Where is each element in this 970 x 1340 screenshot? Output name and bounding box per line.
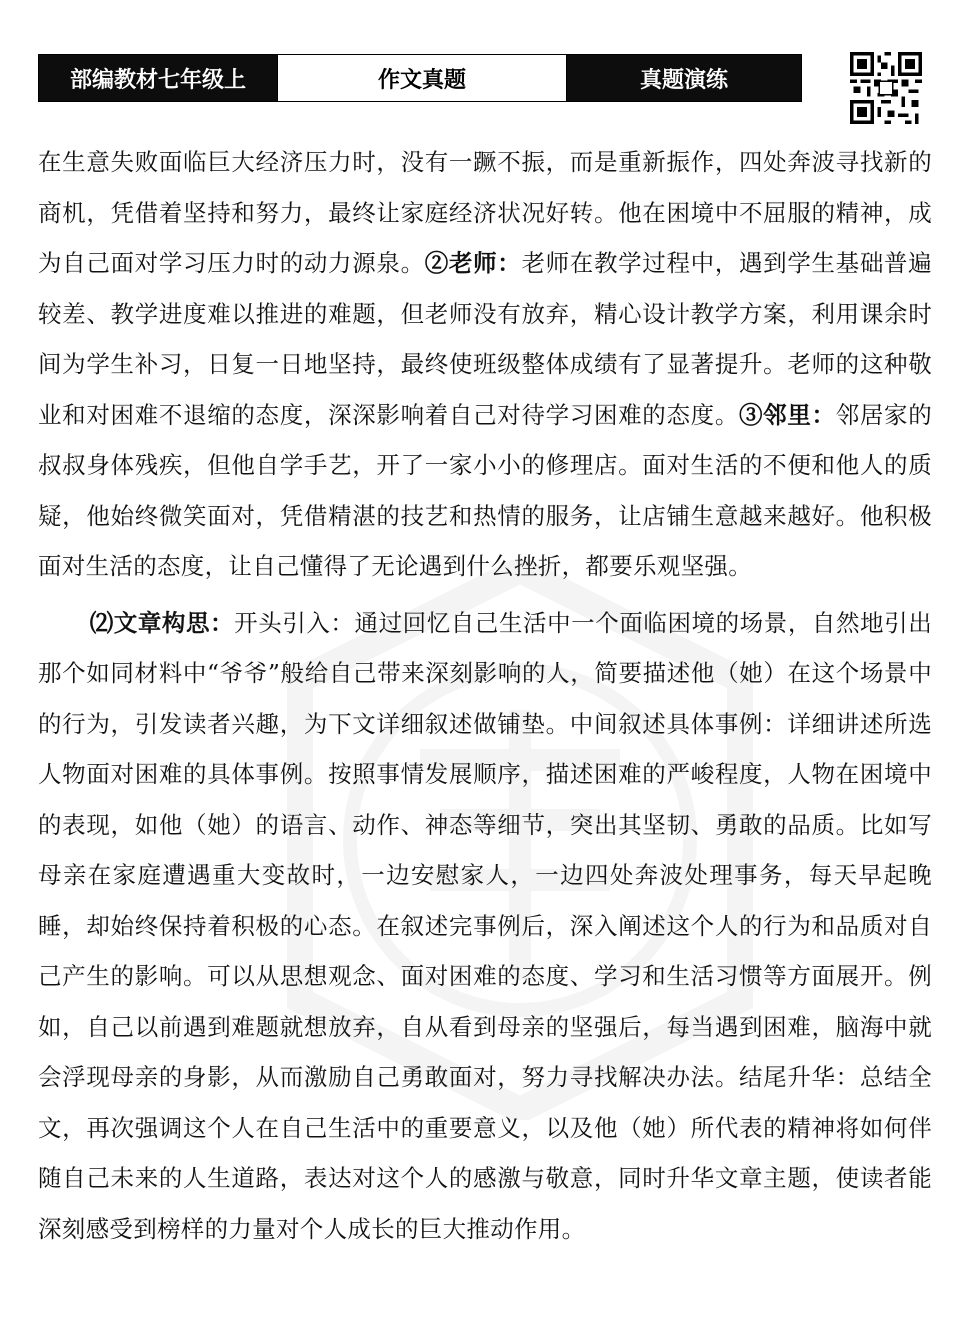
structure-text: 开头引入：通过回忆自己生活中一个面临困境的场景，自然地引出那个如同材料中“爷爷”般给自己带来深刻影响的人，简要描述他（她）在这个场景中的行为，引发读者兴趣，为下文详细叙述做铺垫。中间叙述具体事例：详细讲述所选人物面对困难的具体事例。按照事情发展顺序，描述困难的严峻程度，人物在困境中的表现，如他（她）的语言、动作、神态等细节，突出其坚韧、勇敢的品质。比如写母亲在家庭遭遇重大变故时，一边安慰家人，一边四处奔波处理事务，每天早起晚睡，却始终保持着积极的心态。在叙述完事例后，深入阐述这个人的行为和品质对自己产生的影响。可以从思想观念、面对困难的态度、学习和生活习惯等方面展开。例如，自己以前遇到难题就想放弃，自从看到母亲的坚强后，每当遇到困难，脑海中就会浮现母亲的身影，从而激励自己勇敢面对，努力寻找解决办法。结尾升华：总结全文，再次强调这个人在自己生活中的重要意义，以及他（她）所代表的精神将如何伴随自己未来的人生道路，表达对这个人的感激与敬意，同时升华文章主题，使读者能深刻感受到榜样的力量对个人成长的巨大推动作用。 (38, 608, 932, 1243)
paragraph-structure (38, 598, 932, 1255)
paragraph-examples (38, 137, 932, 592)
header-section-label: 作文真题 (277, 55, 567, 101)
header-grade-label: 部编教材七年级上 (39, 55, 277, 101)
example-father-text: 在生意失败面临巨大经济压力时，没有一蹶不振，而是重新振作，四处奔波寻找新的商机，凭借着坚持和努力，最终让家庭经济状况好转。他在困境中不屈服的精神，成为自己面对学习压力时的动力源泉。 (38, 148, 932, 277)
example-teacher-text: 老师在教学过程中，遇到学生基础普遍较差、教学进度难以推进的难题，但老师没有放弃，精心设计教学方案，利用课余时间为学生补习，日复一日地坚持，最终使班级整体成绩有了显著提升。老师的这种敬业和对困难不退缩的态度，深深影响着自己对待学习困难的态度。 (38, 249, 932, 429)
qr-code-icon (850, 52, 922, 124)
label-neighbor: ③邻里： (739, 400, 836, 429)
label-teacher: ②老师： (424, 249, 522, 277)
header-practice-label: 真题演练 (567, 55, 801, 101)
header-bar (38, 54, 802, 102)
example-neighbor-text: 邻居家的叔叔身体残疾，但他自学手艺，开了一家小小的修理店。面对生活的不便和他人的质疑，他始终微笑面对，凭借精湛的技艺和热情的服务，让店铺生意越来越好。他积极面对生活的态度，让自己懂得了无论遇到什么挫折，都要乐观坚强。 (38, 400, 933, 580)
label-structure: ⑵文章构思： (89, 608, 235, 637)
essay-content (38, 137, 932, 1254)
